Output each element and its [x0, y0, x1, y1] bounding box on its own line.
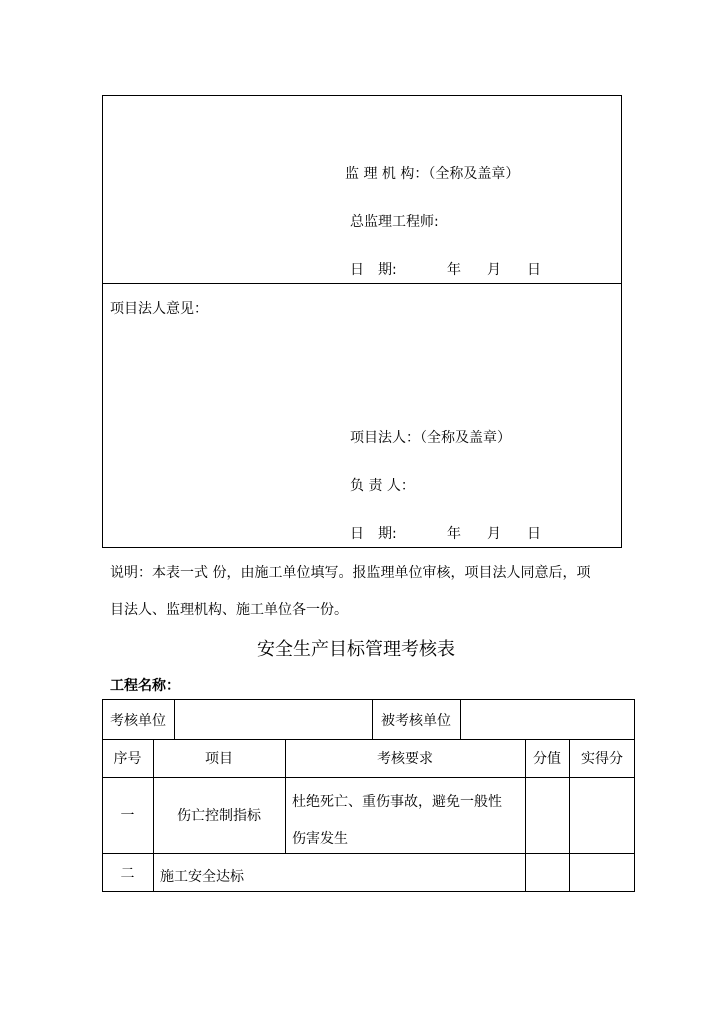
row-1-item: 伤亡控制指标: [177, 808, 261, 824]
assessee-value[interactable]: [460, 699, 635, 740]
row-2-score[interactable]: [525, 853, 569, 892]
header-item: 项目: [205, 751, 233, 767]
row-2-actual-score[interactable]: [569, 853, 635, 892]
date-day: 日: [527, 262, 541, 278]
row-1-actual-score[interactable]: [569, 777, 635, 853]
header-score: 分值: [533, 751, 561, 767]
header-actual-score: 实得分: [581, 751, 623, 767]
owner-label: 项目法人：（全称及盖章）: [350, 430, 511, 446]
assessment-title: 安全生产目标管理考核表: [257, 639, 455, 660]
owner-date-year: 年: [447, 526, 461, 542]
assessor-value[interactable]: [174, 699, 372, 740]
date-month: 月: [487, 262, 501, 278]
row-2-item: 施工安全达标: [160, 869, 244, 885]
row-1-no: 一: [120, 808, 135, 824]
owner-date-month: 月: [487, 526, 501, 542]
project-name-label: 工程名称：: [110, 678, 180, 694]
row-2-no: 二: [120, 865, 135, 882]
responsible-label: 负 责 人：: [350, 478, 415, 494]
owner-opinion-heading: 项目法人意见：: [110, 301, 208, 317]
row-1-requirement-line-1: 杜绝死亡、重伤事故，避免一般性: [292, 794, 502, 810]
chief-engineer-label: 总监理工程师:: [350, 214, 439, 230]
header-no: 序号: [113, 751, 142, 767]
owner-date-label: 日 期:: [350, 526, 397, 542]
section-divider: [102, 283, 622, 284]
date-label: 日 期:: [350, 262, 397, 278]
assessor-label: 考核单位: [110, 712, 166, 729]
owner-date-day: 日: [527, 526, 541, 542]
row-1-requirement-line-2: 伤害发生: [292, 831, 348, 847]
row-1-score[interactable]: [525, 777, 569, 853]
supervisor-org-label: 监 理 机 构：（全称及盖章）: [345, 166, 520, 182]
note-line-1: 说明：本表一式 份，由施工单位填写。报监理单位审核，项目法人同意后，项: [110, 565, 591, 581]
note-line-2: 目法人、监理机构、施工单位各一份。: [110, 602, 348, 618]
date-year: 年: [447, 262, 461, 278]
assessee-label: 被考核单位: [381, 712, 451, 729]
header-requirement: 考核要求: [377, 751, 433, 767]
